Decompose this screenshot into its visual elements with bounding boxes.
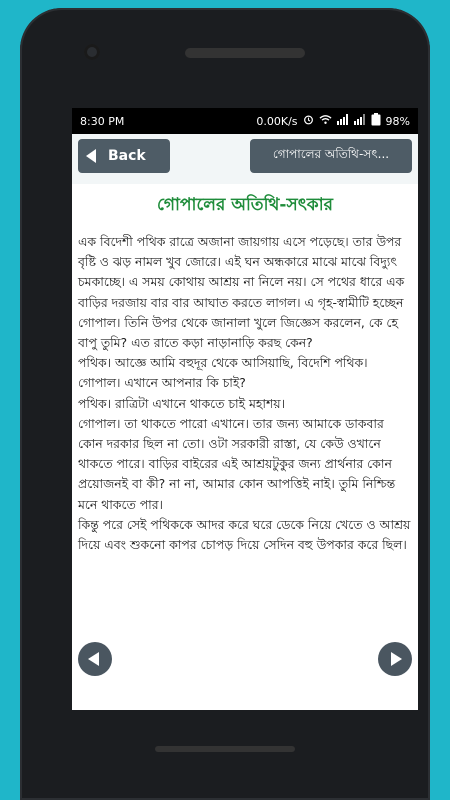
article-body	[78, 232, 412, 555]
network-speed: 0.00K/s	[256, 114, 298, 128]
paragraph: গোপাল। তা থাকতে পারো এখানে। তার জন্য আমাকে ডাকবার কোন দরকার ছিল না তো। ওটা সরকারী রাস্তা, যে কেউ ওখানে থাকতে পারে। বাড়ির বাইরের এই আশ্রয়টুকুর জন্য প্রার্থনার কোন প্রয়োজনই বা কী? না না, আমার কোন আপত্তিই নাই। তুমি নিশ্চিন্ত মনে থাকতে পার।	[78, 415, 396, 512]
previous-button[interactable]	[78, 642, 112, 676]
next-button[interactable]	[378, 642, 412, 676]
chapter-title-label: গোপালের অতিথি-সৎ...	[272, 147, 390, 161]
article-content[interactable]	[72, 184, 418, 710]
earpiece-speaker	[185, 48, 305, 58]
signal-icon	[337, 114, 349, 128]
wifi-icon	[319, 114, 332, 128]
paragraph: গোপাল। এখানে আপনার কি চাই?	[78, 375, 246, 391]
chevron-left-icon	[88, 652, 99, 666]
battery-level: 98%	[385, 114, 410, 128]
back-button[interactable]	[78, 139, 170, 173]
chapter-title-button[interactable]	[250, 139, 412, 173]
status-bar	[72, 108, 418, 134]
toolbar	[72, 134, 418, 178]
screen	[72, 108, 418, 710]
phone-bottom-bezel	[20, 710, 430, 800]
arrow-left-icon	[86, 149, 96, 163]
alarm-icon	[303, 114, 314, 128]
status-right	[256, 113, 410, 129]
chevron-right-icon	[391, 652, 402, 666]
home-indicator	[155, 746, 295, 752]
paragraph: কিন্তু পরে সেই পথিককে আদর করে ঘরে ডেকে নিয়ে খেতে ও আশ্রয় দিয়ে এবং শুকনো কাপর চোপড় দিয়ে সেদিন বহু উপকার করে ছিল।	[78, 516, 411, 553]
status-time: 8:30 PM	[80, 114, 125, 128]
phone-frame	[20, 8, 430, 800]
paragraph: পথিক। আজ্ঞে আমি বহুদূর থেকে আসিয়াছি, বিদেশি পথিক।	[78, 355, 368, 371]
battery-icon	[371, 113, 381, 129]
front-camera	[84, 44, 100, 60]
signal-icon-2	[354, 114, 366, 128]
paragraph: পথিক। রাত্রিটা এখানে থাকতে চাই মহাশয়।	[78, 395, 286, 411]
paragraph: এক বিদেশী পথিক রাত্রে অজানা জায়গায় এসে পড়েছে। তার উপর বৃষ্টি ও ঝড় নামল খুব জোরে। এই ঘন অন্ধকারে মাঝে মাঝে বিদ্যুৎ চমকাচ্ছে। এ সময় কোথায় আশ্রয় না নিলে নয়। সে পথের ধারে এক বাড়ির দরজায় বার বার আঘাত করতে লাগল। এ গৃহ-স্বামীটি হচ্ছেন গোপাল। তিনি উপর থেকে জানালা খুলে জিজ্ঞেস করলেন, কে হে বাপু তুমি? এত রাতে কড়া নাড়ানাড়ি করছ কেন?	[78, 234, 405, 351]
back-label: Back	[108, 148, 146, 164]
article-title: গোপালের অতিথি-সৎকার	[157, 195, 333, 215]
